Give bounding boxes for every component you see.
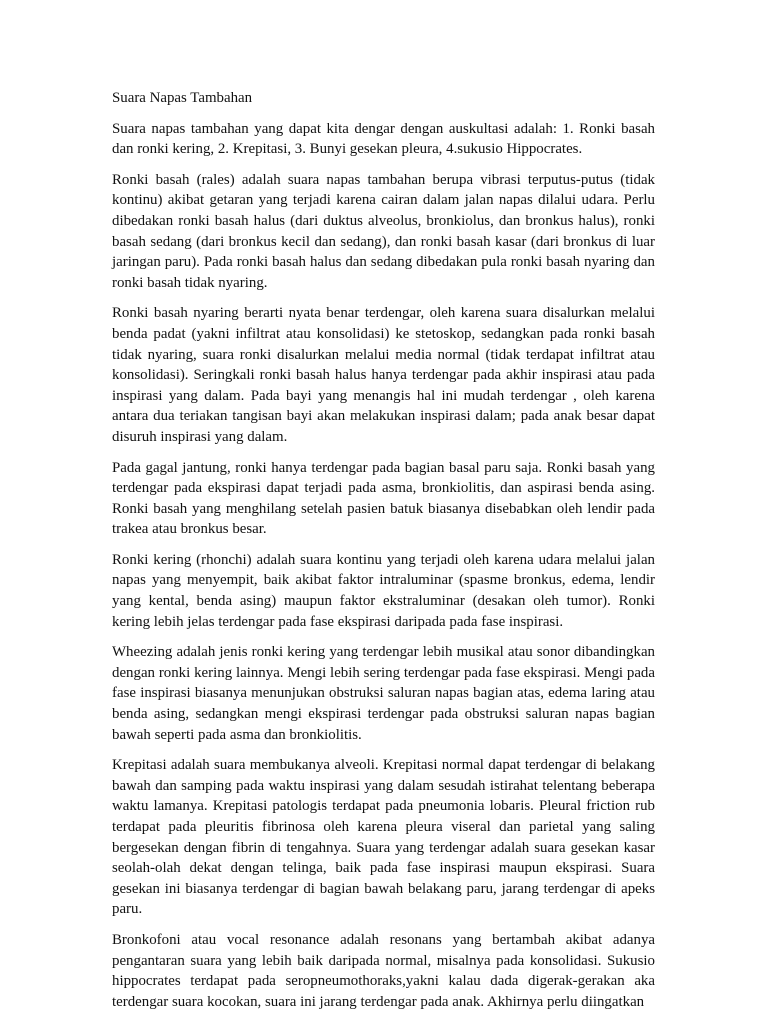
paragraph-bronkofoni: Bronkofoni atau vocal resonance adalah resonans yang bertambah akibat adanya pengantaran suara yang lebih baik daripada normal, misalnya pada konsolidasi. Sukusio hippocrates terdapat pada seropneumothoraks,yakni kalau dada digerak-gerakan aka terdengar suara kocokan, suara ini jarang terdengar pada anak. Akhirnya perlu diingatkan: [112, 931, 655, 1010]
paragraph-gagal-jantung: Pada gagal jantung, ronki hanya terdengar pada bagian basal paru saja. Ronki basah yang terdengar pada ekspirasi dapat terjadi pada asma, bronkiolitis, dan aspirasi benda asing. Ronki basah yang menghilang setelah pasien batuk biasanya disebabkan oleh lendir pada trakea atau bronkus besar.: [112, 459, 655, 538]
paragraph-wheezing: Wheezing adalah jenis ronki kering yang terdengar lebih musikal atau sonor dibandingkan dengan ronki kering lainnya. Mengi lebih sering terdengar pada fase ekspirasi. Mengi pada fase inspirasi biasanya menunjukan obstruksi saluran napas bagian atas, edema laring atau benda asing, sedangkan mengi ekspirasi terdengar pada obstruksi saluran napas bagian bawah seperti pada asma dan bronkiolitis.: [112, 644, 655, 743]
paragraph-ronki-basah: Ronki basah (rales) adalah suara napas tambahan berupa vibrasi terputus-putus (tidak kontinu) akibat getaran yang terjadi karena cairan dalam jalan napas dilalui udara. Perlu dibedakan ronki basah halus (dari duktus alveolus, bronkiolus, dan bronkus halus), ronki basah sedang (dari bronkus kecil dan sedang), dan ronki basah kasar (dari bronkus di luar jaringan paru). Pada ronki basah halus dan sedang dibedakan pula ronki basah nyaring dan ronki basah tidak nyaring.: [112, 171, 655, 291]
document-page: [112, 88, 655, 1022]
paragraph-ronki-kering: Ronki kering (rhonchi) adalah suara kontinu yang terjadi oleh karena udara melalui jalan napas yang menyempit, baik akibat faktor intraluminar (spasme bronkus, edema, lendir yang kental, benda asing) maupun faktor ekstraluminar (desakan oleh tumor). Ronki kering lebih jelas terdengar pada fase ekspirasi daripada pada fase inspirasi.: [112, 551, 655, 630]
paragraph-ronki-nyaring: Ronki basah nyaring berarti nyata benar terdengar, oleh karena suara disalurkan melalui benda padat (yakni infiltrat atau konsolidasi) ke stetoskop, sedangkan pada ronki basah tidak nyaring, suara ronki disalurkan melalui media normal (tidak terdapat infiltrat atau konsolidasi). Seringkali ronki basah halus hanya terdengar pada akhir inspirasi atau pada inspirasi yang dalam. Pada bayi yang menangis hal ini mudah terdengar , oleh karena antara dua teriakan tangisan bayi akan melakukan inspirasi dalam; pada anak besar dapat disuruh inspirasi yang dalam.: [112, 305, 655, 445]
paragraph-intro: Suara napas tambahan yang dapat kita dengar dengan auskultasi adalah: 1. Ronki basah dan ronki kering, 2. Krepitasi, 3. Bunyi gesekan pleura, 4.sukusio Hippocrates.: [112, 120, 655, 158]
document-title: Suara Napas Tambahan: [112, 90, 253, 106]
paragraph-krepitasi: Krepitasi adalah suara membukanya alveoli. Krepitasi normal dapat terdengar di belakang bawah dan samping pada waktu inspirasi yang dalam sesudah istirahat telentang beberapa waktu lamanya. Krepitasi patologis terdapat pada pneumonia lobaris. Pleural friction rub terdapat pada pleuritis fibrinosa oleh karena pleura viseral dan parietal yang saling bergesekan dengan fibrin di tengahnya. Suara yang terdengar adalah suara gesekan kasar seolah-olah dekat dengan telinga, baik pada fase inspirasi maupun ekspirasi. Suara gesekan ini biasanya terdengar di bagian bawah belakang paru, jarang terdengar di apeks paru.: [112, 757, 655, 918]
